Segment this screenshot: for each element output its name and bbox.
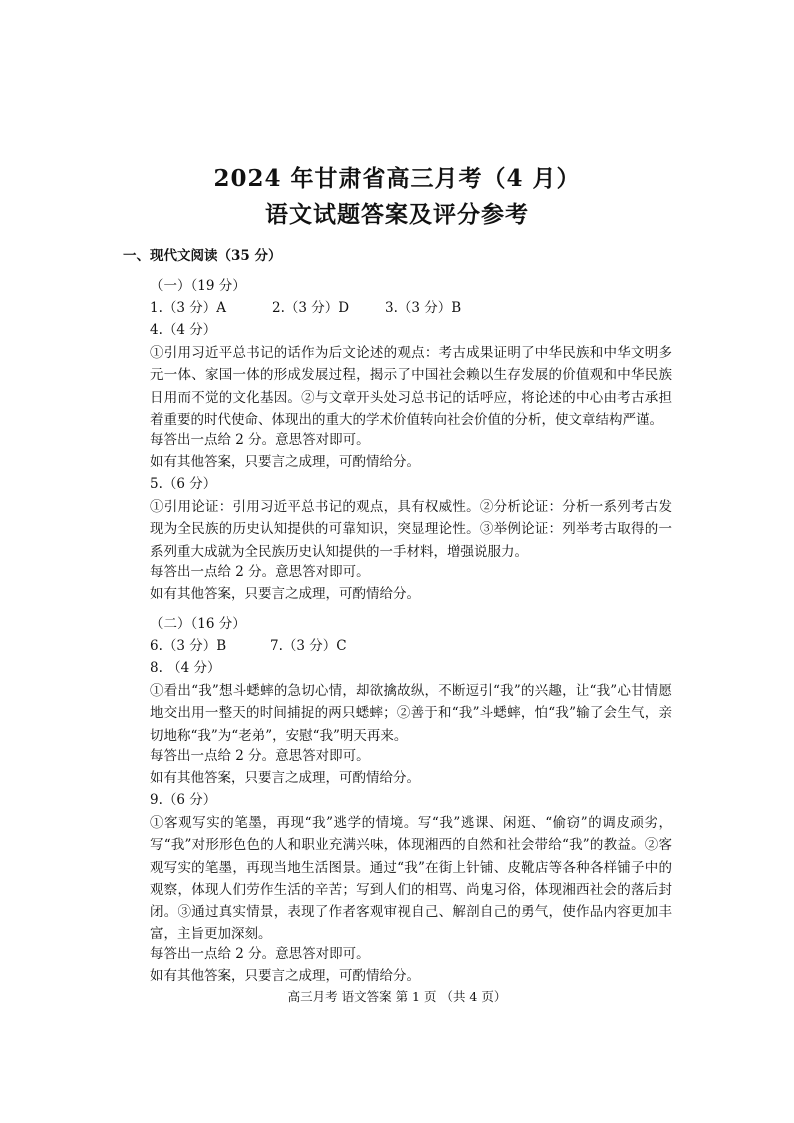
- answer-row-1-3: [150, 298, 461, 318]
- scoring-note-q4: 每答出一点给 2 分。意思答对即可。: [150, 432, 370, 448]
- other-answer-note-q4: 如有其他答案，只要言之成理，可酌情给分。: [150, 454, 420, 470]
- answer-row-6-7: [150, 636, 347, 656]
- question-label-q9: 9.（6 分）: [150, 792, 217, 808]
- question-label-q5: 5.（6 分）: [150, 476, 217, 492]
- answer-q3: 3.（3 分）B: [385, 300, 462, 316]
- answer-text-q5: ①引用论证：引用习近平总书记的观点，具有权威性。②分析论证：分析一系列考古发现为全民族的历史认知提供的可靠知识，突显理论性。③举例论证：列举考古取得的一系列重大成就为全民族历史认知提供的一手材料，增强说服力。: [150, 499, 672, 560]
- document-title: 2024 年甘肃省高三月考（4 月）: [213, 165, 581, 192]
- page-footer: 高三月考 语文答案 第 1 页 （共 4 页）: [287, 989, 507, 1004]
- answer-q2: 2.（3 分）D: [272, 300, 350, 316]
- scoring-note-q9: 每答出一点给 2 分。意思答对即可。: [150, 946, 370, 962]
- document-subtitle: 语文试题答案及评分参考: [265, 201, 529, 228]
- question-label-q4: 4.（4 分）: [150, 322, 217, 338]
- answer-text-q8: ①看出“我”想斗蟋蟀的急切心情，却欲擒故纵，不断逗引“我”的兴趣，让“我”心甘情愿地交出用一整天的时间捕捉的两只蟋蟀；②善于和“我”斗蟋蟀，怕“我”输了会生气，亲切地称“我”为“老弟”，安慰“我”明天再来。: [150, 683, 672, 744]
- question-label-q8: 8. （4 分）: [150, 660, 221, 676]
- scoring-note-q8: 每答出一点给 2 分。意思答对即可。: [150, 748, 370, 764]
- answer-q7: 7.（3 分）C: [270, 638, 347, 654]
- section-heading: 一、现代文阅读（35 分）: [123, 248, 282, 264]
- other-answer-note-q5: 如有其他答案，只要言之成理，可酌情给分。: [150, 586, 420, 602]
- answer-text-q4: ①引用习近平总书记的话作为后文论述的观点：考古成果证明了中华民族和中华文明多元一体、家国一体的形成发展过程，揭示了中国社会赖以生存发展的价值观和中华民族日用而不觉的文化基因。②与文章开头处习总书记的话呼应，将论述的中心由考古承担着重要的时代使命、体现出的重大的学术价值转向社会价值的分析，使文章结构严谨。: [150, 345, 672, 428]
- answer-q1: 1.（3 分）A: [150, 300, 227, 316]
- answer-text-q9: ①客观写实的笔墨，再现“我”逃学的情境。写“我”逃课、闲逛、“偷窃”的调皮顽劣，写“我”对形形色色的人和职业充满兴味，体现湘西的自然和社会带给“我”的教益。②客观写实的笔墨，再现当地生活图景。通过“我”在街上针铺、皮靴店等各种各样铺子中的观察，体现人们劳作生活的辛苦；写到人们的相骂、尚鬼习俗，体现湘西社会的落后封闭。③通过真实情景，表现了作者客观审视自己、解剖自己的勇气，使作品内容更加丰富，主旨更加深刻。: [150, 815, 672, 943]
- part1-heading: （一）（19 分）: [150, 278, 246, 294]
- other-answer-note-q8: 如有其他答案，只要言之成理，可酌情给分。: [150, 770, 420, 786]
- other-answer-note-q9: 如有其他答案，只要言之成理，可酌情给分。: [150, 968, 420, 984]
- answer-q6: 6.（3 分）B: [150, 638, 227, 654]
- scoring-note-q5: 每答出一点给 2 分。意思答对即可。: [150, 564, 370, 580]
- part2-heading: （二）（16 分）: [150, 616, 246, 632]
